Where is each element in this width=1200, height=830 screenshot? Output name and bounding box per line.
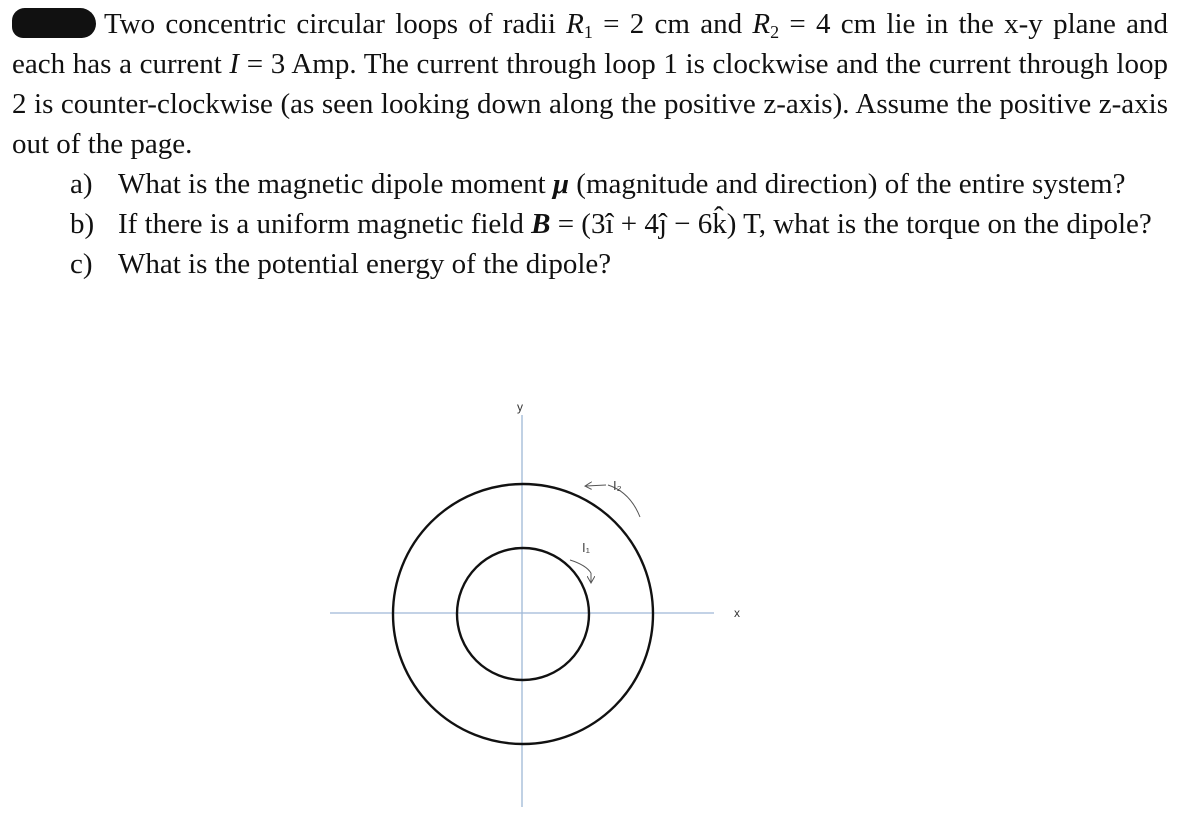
r2-subscript: 2 (770, 22, 780, 42)
question-parts (12, 164, 1168, 284)
problem-statement (12, 4, 1168, 284)
r1-subscript: 1 (583, 22, 593, 42)
inner-current-label: I₁ (582, 540, 590, 555)
intro-text-1: Two concentric circular loops of radii (104, 8, 567, 40)
and-word: and (689, 8, 753, 40)
outer-current-arrow-icon (586, 485, 606, 486)
current-value: = 3 Amp (239, 48, 350, 80)
question-part-b (12, 204, 1168, 244)
part-b-text-pre: If there is a uniform magnetic field (118, 208, 532, 240)
part-a-mu-symbol: μ (552, 168, 570, 200)
r2-symbol: R (752, 8, 771, 40)
x-axis-label: x (734, 606, 740, 620)
loops-diagram (330, 395, 750, 815)
r1-symbol: R (566, 8, 584, 40)
problem-intro (12, 4, 1168, 164)
part-c-label: c) (70, 248, 93, 280)
part-a-text-pre: What is the magnetic dipole moment (118, 168, 553, 200)
intro-text-2: lie in the x-y plane and each has a current (12, 8, 1169, 80)
outer-loop-circle (393, 484, 653, 744)
part-b-field-symbol: B (531, 208, 551, 240)
outer-current-label: I₂ (613, 478, 622, 493)
current-symbol: I (229, 48, 240, 80)
question-part-a (12, 164, 1168, 204)
part-b-text-post: = (3î + 4ĵ − 6k̂) T, what is the torque on the dipole? (550, 208, 1152, 240)
y-axis-label: y (517, 400, 523, 414)
intro-text-3: . The current through loop 1 is clockwise and the current through loop 2 is counter-clockwise (as seen looking down along the positive z-axis). Assume the positive z-axis out of the page. (12, 48, 1168, 160)
part-a-text-post: (magnitude and direction) of the entire system? (569, 168, 1126, 200)
part-b-label: b) (70, 208, 95, 240)
question-part-c (12, 244, 1168, 284)
inner-loop-circle (457, 548, 589, 680)
part-a-label: a) (70, 168, 93, 200)
redaction-mark (12, 8, 96, 38)
concentric-loops-figure (330, 395, 750, 815)
r2-value: = 4 cm (779, 8, 877, 40)
part-c-text: What is the potential energy of the dipole? (118, 248, 612, 280)
r1-value: = 2 cm (592, 8, 690, 40)
